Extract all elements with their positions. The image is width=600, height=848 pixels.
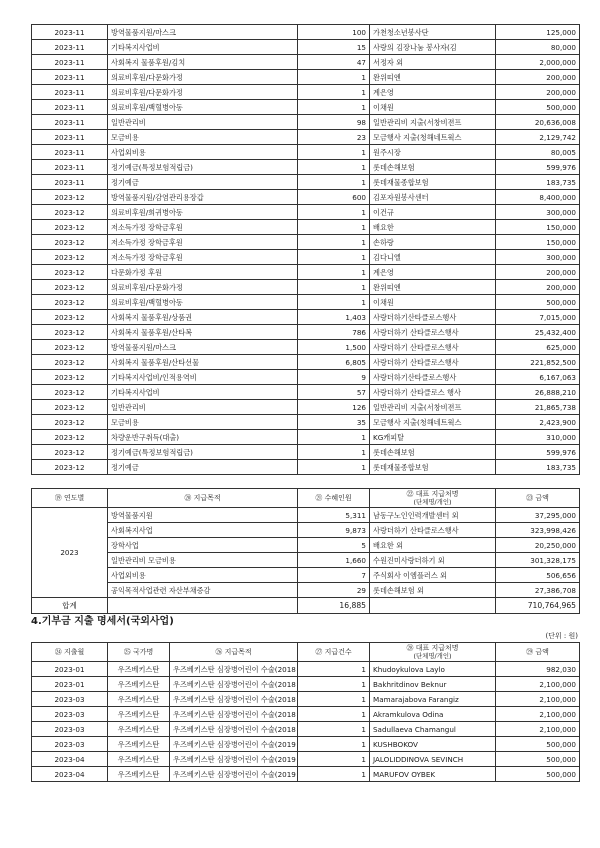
recipient-cell: 일반관리비 지출(서창비젼프 <box>370 400 496 415</box>
purpose-cell: 정기예금(특정보험적립금) <box>108 160 298 175</box>
table-row <box>32 280 580 295</box>
os-count-cell: 1 <box>298 707 370 722</box>
table-row <box>32 55 580 70</box>
beneficiaries-cell: 1,500 <box>298 340 370 355</box>
recipient-cell: 이건규 <box>370 205 496 220</box>
purpose-cell: 저소득가정 장학금후원 <box>108 220 298 235</box>
date-cell: 2023-12 <box>32 430 108 445</box>
os-recipient-cell: Akramkulova Odina <box>370 707 496 722</box>
header-year: ⑲ 연도별 <box>32 489 108 508</box>
os-amount-cell: 500,000 <box>496 737 580 752</box>
amount-cell: 500,000 <box>496 295 580 310</box>
purpose-cell: 모금비용 <box>108 415 298 430</box>
recipient-cell: 사랑더하기 산타클로스행사 <box>370 325 496 340</box>
date-cell: 2023-12 <box>32 250 108 265</box>
purpose-cell: 사회복지 물품후원/산타복 <box>108 325 298 340</box>
overseas-expense-table <box>31 642 580 782</box>
purpose-cell: 방역물품지원/마스크 <box>108 25 298 40</box>
recipient-cell: 손하랑 <box>370 235 496 250</box>
summary-count-cell: 5,311 <box>298 508 370 523</box>
amount-cell: 625,000 <box>496 340 580 355</box>
purpose-cell: 방역물품지원/감염관리용장갑 <box>108 190 298 205</box>
summary-recipient-cell: 남동구노인인력개발센터 외 <box>370 508 496 523</box>
purpose-cell: 정기예금 <box>108 460 298 475</box>
beneficiaries-cell: 1 <box>298 85 370 100</box>
beneficiaries-cell: 1 <box>298 145 370 160</box>
recipient-cell: 원주시장 <box>370 145 496 160</box>
amount-cell: 125,000 <box>496 25 580 40</box>
table-row <box>32 40 580 55</box>
os-count-cell: 1 <box>298 767 370 782</box>
beneficiaries-cell: 15 <box>298 40 370 55</box>
purpose-cell: 기타복지사업비 <box>108 385 298 400</box>
date-cell: 2023-11 <box>32 175 108 190</box>
header-recipient-main: ㉒ 대표 지급처명 <box>406 490 459 498</box>
header-os-purpose: ㉖ 지급목적 <box>170 643 298 662</box>
header-os-recipient-main: ㉘ 대표 지급처명 <box>406 644 459 652</box>
summary-purpose-cell: 공익목적사업관련 자산부채증감 <box>108 583 298 598</box>
recipient-cell: 가천청소년봉사단 <box>370 25 496 40</box>
date-cell: 2023-12 <box>32 340 108 355</box>
amount-cell: 300,000 <box>496 205 580 220</box>
os-recipient-cell: JALOLIDDINOVA SEVINCH <box>370 752 496 767</box>
beneficiaries-cell: 1 <box>298 205 370 220</box>
header-amount: ㉓ 금액 <box>496 489 580 508</box>
recipient-cell: 이채원 <box>370 295 496 310</box>
recipient-cell: 롯데손해보험 <box>370 445 496 460</box>
header-date: ㉔ 지출월 <box>32 643 108 662</box>
header-purpose: ⑳ 지급목적 <box>108 489 298 508</box>
beneficiaries-cell: 1 <box>298 175 370 190</box>
date-cell: 2023-12 <box>32 415 108 430</box>
date-cell: 2023-11 <box>32 40 108 55</box>
beneficiaries-cell: 1 <box>298 265 370 280</box>
table-row <box>32 553 580 568</box>
date-cell: 2023-12 <box>32 355 108 370</box>
header-beneficiaries: ㉑ 수혜인원 <box>298 489 370 508</box>
date-cell: 2023-12 <box>32 190 108 205</box>
os-country-cell: 우즈베키스탄 <box>108 707 170 722</box>
recipient-cell: 김포자원봉사센터 <box>370 190 496 205</box>
amount-cell: 80,000 <box>496 40 580 55</box>
purpose-cell: 사회복지 물품후원/산타선물 <box>108 355 298 370</box>
table-row <box>32 737 580 752</box>
table-row <box>32 677 580 692</box>
purpose-cell: 차량운반구취득(대출) <box>108 430 298 445</box>
date-cell: 2023-11 <box>32 160 108 175</box>
recipient-cell: 이채원 <box>370 100 496 115</box>
purpose-cell: 의료비후원/백혈병아동 <box>108 100 298 115</box>
beneficiaries-cell: 98 <box>298 115 370 130</box>
os-recipient-cell: Mamarajabova Farangiz <box>370 692 496 707</box>
purpose-cell: 정기예금 <box>108 175 298 190</box>
recipient-cell: 일반관리비 지출(서창비젼프 <box>370 115 496 130</box>
total-count: 16,885 <box>298 598 370 614</box>
table-row <box>32 460 580 475</box>
amount-cell: 150,000 <box>496 235 580 250</box>
summary-amount-cell: 27,386,708 <box>496 583 580 598</box>
overseas-header-row <box>32 643 580 662</box>
table-row <box>32 722 580 737</box>
summary-purpose-cell: 사회복지사업 <box>108 523 298 538</box>
date-cell: 2023-12 <box>32 445 108 460</box>
amount-cell: 150,000 <box>496 220 580 235</box>
summary-amount-cell: 37,295,000 <box>496 508 580 523</box>
purpose-cell: 정기예금(특정보험적립금) <box>108 445 298 460</box>
os-date-cell: 2023-01 <box>32 662 108 677</box>
amount-cell: 310,000 <box>496 430 580 445</box>
purpose-cell: 사회복지 물품후원/김치 <box>108 55 298 70</box>
recipient-cell: 롯데재물종합보험 <box>370 175 496 190</box>
purpose-cell: 방역물품지원/마스크 <box>108 340 298 355</box>
os-purpose-cell: 우즈베키스탄 심장병어린이 수술(2018 <box>170 722 298 737</box>
date-cell: 2023-11 <box>32 70 108 85</box>
yearly-summary-table <box>31 488 580 614</box>
summary-purpose-cell: 사업외비용 <box>108 568 298 583</box>
summary-recipient-cell: 배요한 외 <box>370 538 496 553</box>
date-cell: 2023-12 <box>32 325 108 340</box>
os-date-cell: 2023-03 <box>32 722 108 737</box>
recipient-cell: 롯데손해보험 <box>370 160 496 175</box>
date-cell: 2023-12 <box>32 400 108 415</box>
total-blank2 <box>370 598 496 614</box>
summary-year-cell: 2023 <box>32 508 108 598</box>
amount-cell: 20,636,008 <box>496 115 580 130</box>
os-count-cell: 1 <box>298 737 370 752</box>
table-row <box>32 767 580 782</box>
purpose-cell: 의료비후원/다문화가정 <box>108 70 298 85</box>
date-cell: 2023-11 <box>32 100 108 115</box>
recipient-cell: KG캐피탈 <box>370 430 496 445</box>
os-country-cell: 우즈베키스탄 <box>108 692 170 707</box>
recipient-cell: 사랑더하기 산타클로스 행사 <box>370 385 496 400</box>
summary-count-cell: 7 <box>298 568 370 583</box>
summary-recipient-cell: 주식회사 이엠플러스 외 <box>370 568 496 583</box>
recipient-cell: 사랑의 김장나눔 봉사자(김 <box>370 40 496 55</box>
recipient-cell: 배요한 <box>370 220 496 235</box>
domestic-expense-detail-table <box>31 24 580 475</box>
table-row <box>32 190 580 205</box>
os-country-cell: 우즈베키스탄 <box>108 677 170 692</box>
table-row <box>32 340 580 355</box>
os-date-cell: 2023-03 <box>32 692 108 707</box>
os-date-cell: 2023-03 <box>32 707 108 722</box>
beneficiaries-cell: 1 <box>298 160 370 175</box>
os-purpose-cell: 우즈베키스탄 심장병어린이 수술(2018 <box>170 677 298 692</box>
summary-count-cell: 5 <box>298 538 370 553</box>
recipient-cell: 계은영 <box>370 265 496 280</box>
os-purpose-cell: 우즈베키스탄 심장병어린이 수술(2019 <box>170 737 298 752</box>
table-row <box>32 415 580 430</box>
os-country-cell: 우즈베키스탄 <box>108 662 170 677</box>
os-country-cell: 우즈베키스탄 <box>108 737 170 752</box>
table-row <box>32 160 580 175</box>
summary-recipient-cell: 사랑더하기 산타클로스행사 <box>370 523 496 538</box>
table-row <box>32 85 580 100</box>
os-amount-cell: 2,100,000 <box>496 692 580 707</box>
table-row <box>32 400 580 415</box>
os-country-cell: 우즈베키스탄 <box>108 752 170 767</box>
purpose-cell: 일반관리비 <box>108 115 298 130</box>
table-row <box>32 445 580 460</box>
date-cell: 2023-12 <box>32 310 108 325</box>
recipient-cell: 사랑더하기 산타클로스행사 <box>370 340 496 355</box>
date-cell: 2023-12 <box>32 370 108 385</box>
os-amount-cell: 500,000 <box>496 767 580 782</box>
recipient-cell: 사랑더하기 산타클로스행사 <box>370 355 496 370</box>
os-purpose-cell: 우즈베키스탄 심장병어린이 수술(2019 <box>170 767 298 782</box>
amount-cell: 2,000,000 <box>496 55 580 70</box>
beneficiaries-cell: 6,805 <box>298 355 370 370</box>
purpose-cell: 의료비후원/다문화가정 <box>108 280 298 295</box>
header-os-amount: ㉙ 금액 <box>496 643 580 662</box>
summary-count-cell: 29 <box>298 583 370 598</box>
purpose-cell: 의료비후원/백혈병아동 <box>108 295 298 310</box>
amount-cell: 200,000 <box>496 280 580 295</box>
os-count-cell: 1 <box>298 677 370 692</box>
header-country: ㉕ 국가명 <box>108 643 170 662</box>
header-count: ㉗ 지급건수 <box>298 643 370 662</box>
recipient-cell: 완위띠엔 <box>370 280 496 295</box>
date-cell: 2023-12 <box>32 265 108 280</box>
beneficiaries-cell: 9 <box>298 370 370 385</box>
os-purpose-cell: 우즈베키스탄 심장병어린이 수술(2018 <box>170 707 298 722</box>
beneficiaries-cell: 126 <box>298 400 370 415</box>
table-row <box>32 355 580 370</box>
amount-cell: 183,735 <box>496 460 580 475</box>
beneficiaries-cell: 1 <box>298 295 370 310</box>
recipient-cell: 모금행사 지출(청해네트웍스 <box>370 130 496 145</box>
amount-cell: 183,735 <box>496 175 580 190</box>
os-country-cell: 우즈베키스탄 <box>108 722 170 737</box>
date-cell: 2023-11 <box>32 145 108 160</box>
purpose-cell: 기타복지사업비 <box>108 40 298 55</box>
amount-cell: 599,976 <box>496 445 580 460</box>
os-recipient-cell: MARUFOV OYBEK <box>370 767 496 782</box>
date-cell: 2023-11 <box>32 130 108 145</box>
amount-cell: 599,976 <box>496 160 580 175</box>
os-purpose-cell: 우즈베키스탄 심장병어린이 수술(2019 <box>170 752 298 767</box>
summary-amount-cell: 323,998,426 <box>496 523 580 538</box>
table-row <box>32 568 580 583</box>
table-row <box>32 370 580 385</box>
date-cell: 2023-12 <box>32 385 108 400</box>
amount-cell: 200,000 <box>496 70 580 85</box>
header-os-recipient <box>370 643 496 662</box>
summary-count-cell: 1,660 <box>298 553 370 568</box>
summary-amount-cell: 506,656 <box>496 568 580 583</box>
table-row <box>32 145 580 160</box>
table-row <box>32 523 580 538</box>
amount-cell: 25,432,400 <box>496 325 580 340</box>
purpose-cell: 모금비용 <box>108 130 298 145</box>
date-cell: 2023-11 <box>32 25 108 40</box>
amount-cell: 200,000 <box>496 85 580 100</box>
os-amount-cell: 500,000 <box>496 752 580 767</box>
amount-cell: 500,000 <box>496 100 580 115</box>
header-os-recipient-sub: (단체명/개인) <box>413 652 452 660</box>
os-count-cell: 1 <box>298 692 370 707</box>
section-title: 4.기부금 지출 명세서(국외사업) <box>31 616 174 627</box>
os-purpose-cell: 우즈베키스탄 심장병어린이 수술(2018 <box>170 662 298 677</box>
amount-cell: 300,000 <box>496 250 580 265</box>
recipient-cell: 계은영 <box>370 85 496 100</box>
os-count-cell: 1 <box>298 662 370 677</box>
total-label: 합계 <box>32 598 108 614</box>
purpose-cell: 다문화가정 후원 <box>108 265 298 280</box>
os-recipient-cell: Sadullaeva Chamangul <box>370 722 496 737</box>
date-cell: 2023-12 <box>32 220 108 235</box>
summary-recipient-cell: 롯데손해보험 외 <box>370 583 496 598</box>
os-recipient-cell: Khudoykulova Laylo <box>370 662 496 677</box>
table-row <box>32 115 580 130</box>
table-row <box>32 662 580 677</box>
amount-cell: 8,400,000 <box>496 190 580 205</box>
os-count-cell: 1 <box>298 722 370 737</box>
table-row <box>32 100 580 115</box>
beneficiaries-cell: 23 <box>298 130 370 145</box>
amount-cell: 80,005 <box>496 145 580 160</box>
date-cell: 2023-12 <box>32 280 108 295</box>
os-country-cell: 우즈베키스탄 <box>108 767 170 782</box>
table-row <box>32 25 580 40</box>
date-cell: 2023-12 <box>32 235 108 250</box>
beneficiaries-cell: 1 <box>298 235 370 250</box>
amount-cell: 21,865,738 <box>496 400 580 415</box>
recipient-cell: 모금행사 지출(청해네트웍스 <box>370 415 496 430</box>
recipient-cell: 완위띠엔 <box>370 70 496 85</box>
purpose-cell: 기타복지사업비/인적용역비 <box>108 370 298 385</box>
os-date-cell: 2023-04 <box>32 767 108 782</box>
beneficiaries-cell: 1 <box>298 220 370 235</box>
header-recipient <box>370 489 496 508</box>
os-count-cell: 1 <box>298 752 370 767</box>
header-recipient-sub: (단체명/개인) <box>413 498 452 506</box>
beneficiaries-cell: 1 <box>298 460 370 475</box>
beneficiaries-cell: 600 <box>298 190 370 205</box>
os-date-cell: 2023-03 <box>32 737 108 752</box>
recipient-cell: 김다니엘 <box>370 250 496 265</box>
purpose-cell: 의료비후원/희귀병아동 <box>108 205 298 220</box>
date-cell: 2023-11 <box>32 85 108 100</box>
beneficiaries-cell: 1,403 <box>298 310 370 325</box>
beneficiaries-cell: 47 <box>298 55 370 70</box>
os-date-cell: 2023-04 <box>32 752 108 767</box>
amount-cell: 26,888,210 <box>496 385 580 400</box>
table-row <box>32 325 580 340</box>
table-row <box>32 235 580 250</box>
summary-recipient-cell: 수원진미사랑더하기 외 <box>370 553 496 568</box>
amount-cell: 6,167,063 <box>496 370 580 385</box>
table-row <box>32 430 580 445</box>
os-amount-cell: 2,100,000 <box>496 722 580 737</box>
amount-cell: 2,423,900 <box>496 415 580 430</box>
purpose-cell: 사회복지 물품후원/상품권 <box>108 310 298 325</box>
table-row <box>32 707 580 722</box>
summary-count-cell: 9,873 <box>298 523 370 538</box>
summary-amount-cell: 20,250,000 <box>496 538 580 553</box>
unit-label: (단위 : 원) <box>545 632 578 640</box>
os-purpose-cell: 우즈베키스탄 심장병어린이 수술(2018 <box>170 692 298 707</box>
os-date-cell: 2023-01 <box>32 677 108 692</box>
beneficiaries-cell: 1 <box>298 445 370 460</box>
total-amount: 710,764,965 <box>496 598 580 614</box>
table-row <box>32 310 580 325</box>
purpose-cell: 사업외비용 <box>108 145 298 160</box>
os-amount-cell: 2,100,000 <box>496 677 580 692</box>
amount-cell: 200,000 <box>496 265 580 280</box>
beneficiaries-cell: 35 <box>298 415 370 430</box>
table-row <box>32 175 580 190</box>
recipient-cell: 롯데재물종합보험 <box>370 460 496 475</box>
table-row <box>32 752 580 767</box>
recipient-cell: 사랑더하기산타클로스행사 <box>370 310 496 325</box>
recipient-cell: 사랑더하기산타클로스행사 <box>370 370 496 385</box>
summary-purpose-cell: 일반관리비 모금비용 <box>108 553 298 568</box>
table-row <box>32 130 580 145</box>
beneficiaries-cell: 1 <box>298 280 370 295</box>
os-amount-cell: 2,100,000 <box>496 707 580 722</box>
summary-header-row <box>32 489 580 508</box>
amount-cell: 2,129,742 <box>496 130 580 145</box>
summary-amount-cell: 301,328,175 <box>496 553 580 568</box>
date-cell: 2023-12 <box>32 205 108 220</box>
beneficiaries-cell: 1 <box>298 70 370 85</box>
date-cell: 2023-11 <box>32 55 108 70</box>
beneficiaries-cell: 1 <box>298 100 370 115</box>
purpose-cell: 일반관리비 <box>108 400 298 415</box>
date-cell: 2023-12 <box>32 460 108 475</box>
table-row <box>32 205 580 220</box>
amount-cell: 221,852,500 <box>496 355 580 370</box>
table-row <box>32 385 580 400</box>
purpose-cell: 저소득가정 장학금후원 <box>108 250 298 265</box>
table-row <box>32 508 580 523</box>
os-recipient-cell: Bakhritdinov Beknur <box>370 677 496 692</box>
recipient-cell: 서정자 외 <box>370 55 496 70</box>
summary-purpose-cell: 장학사업 <box>108 538 298 553</box>
beneficiaries-cell: 1 <box>298 250 370 265</box>
amount-cell: 7,015,000 <box>496 310 580 325</box>
purpose-cell: 저소득가정 장학금후원 <box>108 235 298 250</box>
table-row <box>32 250 580 265</box>
table-row <box>32 295 580 310</box>
beneficiaries-cell: 100 <box>298 25 370 40</box>
beneficiaries-cell: 1 <box>298 430 370 445</box>
os-amount-cell: 982,030 <box>496 662 580 677</box>
table-row <box>32 692 580 707</box>
summary-purpose-cell: 방역물품지원 <box>108 508 298 523</box>
purpose-cell: 의료비후원/다문화가정 <box>108 85 298 100</box>
date-cell: 2023-11 <box>32 115 108 130</box>
table-row <box>32 265 580 280</box>
table-row <box>32 538 580 553</box>
os-recipient-cell: KUSHBOKOV <box>370 737 496 752</box>
date-cell: 2023-12 <box>32 295 108 310</box>
table-row <box>32 70 580 85</box>
table-row <box>32 583 580 598</box>
beneficiaries-cell: 786 <box>298 325 370 340</box>
beneficiaries-cell: 57 <box>298 385 370 400</box>
table-row <box>32 220 580 235</box>
